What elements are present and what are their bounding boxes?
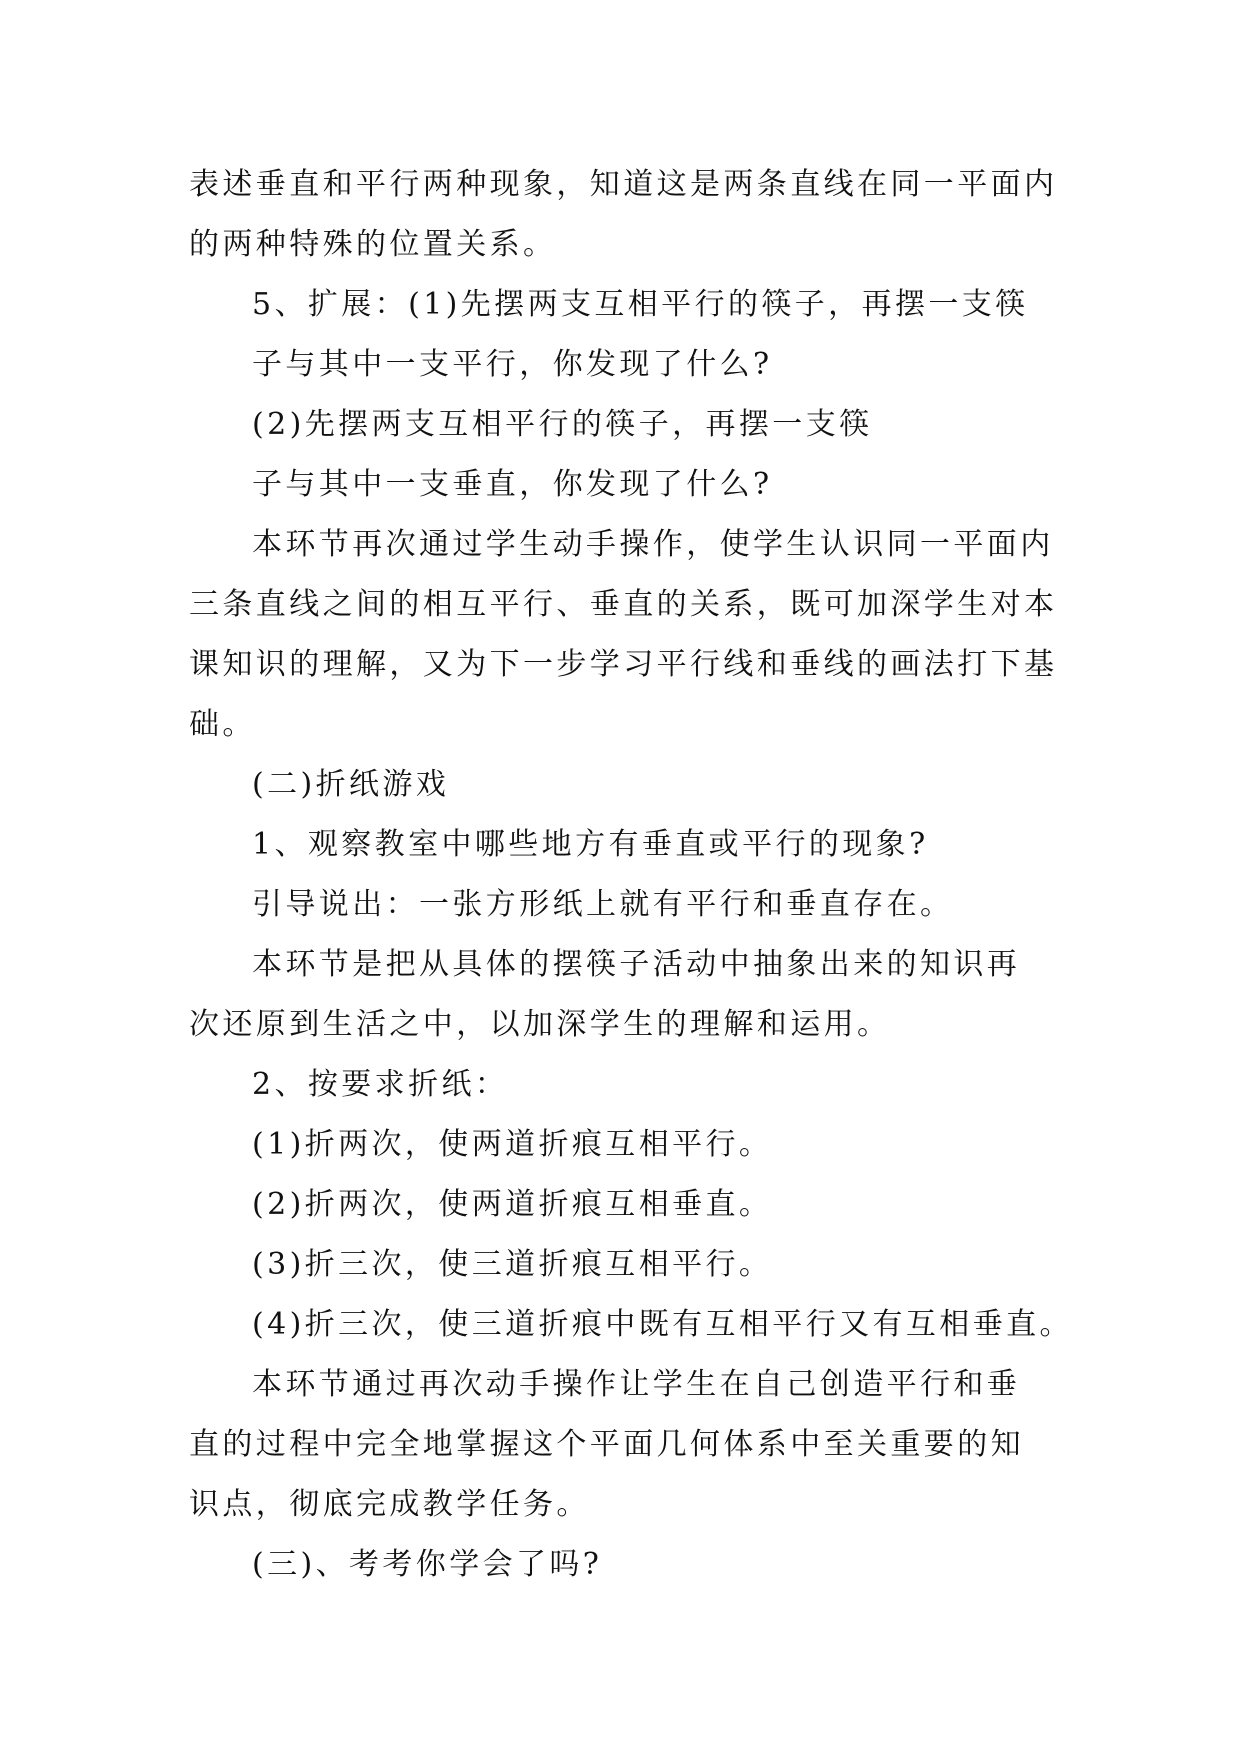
section-heading: (三)、考考你学会了吗? bbox=[252, 1547, 603, 1582]
text-line: 子与其中一支垂直，你发现了什么? bbox=[252, 467, 773, 502]
text-line: 2、按要求折纸： bbox=[252, 1067, 509, 1102]
text-line: 本环节是把从具体的摆筷子活动中抽象出来的知识再 bbox=[252, 947, 1021, 982]
text-line: 础。 bbox=[189, 707, 256, 742]
text-line: 三条直线之间的相互平行、垂直的关系，既可加深学生对本 bbox=[189, 587, 1058, 622]
text-line: (2)折两次，使两道折痕互相垂直。 bbox=[252, 1187, 773, 1222]
text-line: 本环节通过再次动手操作让学生在自己创造平行和垂 bbox=[252, 1367, 1021, 1402]
text-line: 课知识的理解，又为下一步学习平行线和垂线的画法打下基 bbox=[189, 647, 1058, 682]
text-line: (3)折三次，使三道折痕互相平行。 bbox=[252, 1247, 773, 1282]
text-line: 次还原到生活之中，以加深学生的理解和运用。 bbox=[189, 1007, 891, 1042]
text-line: 识点，彻底完成教学任务。 bbox=[189, 1487, 590, 1522]
section-heading: (二)折纸游戏 bbox=[252, 767, 450, 802]
text-line: (2)先摆两支互相平行的筷子，再摆一支筷 bbox=[252, 407, 873, 442]
text-line: 的两种特殊的位置关系。 bbox=[189, 227, 557, 262]
text-line: 5、扩展：(1)先摆两支互相平行的筷子，再摆一支筷 bbox=[252, 287, 1029, 322]
text-line: 表述垂直和平行两种现象，知道这是两条直线在同一平面内 bbox=[189, 167, 1058, 202]
text-line: (4)折三次，使三道折痕中既有互相平行又有互相垂直。 bbox=[252, 1307, 1073, 1342]
text-line: 引导说出：一张方形纸上就有平行和垂直存在。 bbox=[252, 887, 954, 922]
text-line: 1、观察教室中哪些地方有垂直或平行的现象? bbox=[252, 827, 929, 862]
text-line: 子与其中一支平行，你发现了什么? bbox=[252, 347, 773, 382]
text-line: 直的过程中完全地掌握这个平面几何体系中至关重要的知 bbox=[189, 1427, 1024, 1462]
text-line: (1)折两次，使两道折痕互相平行。 bbox=[252, 1127, 773, 1162]
text-line: 本环节再次通过学生动手操作，使学生认识同一平面内 bbox=[252, 527, 1054, 562]
